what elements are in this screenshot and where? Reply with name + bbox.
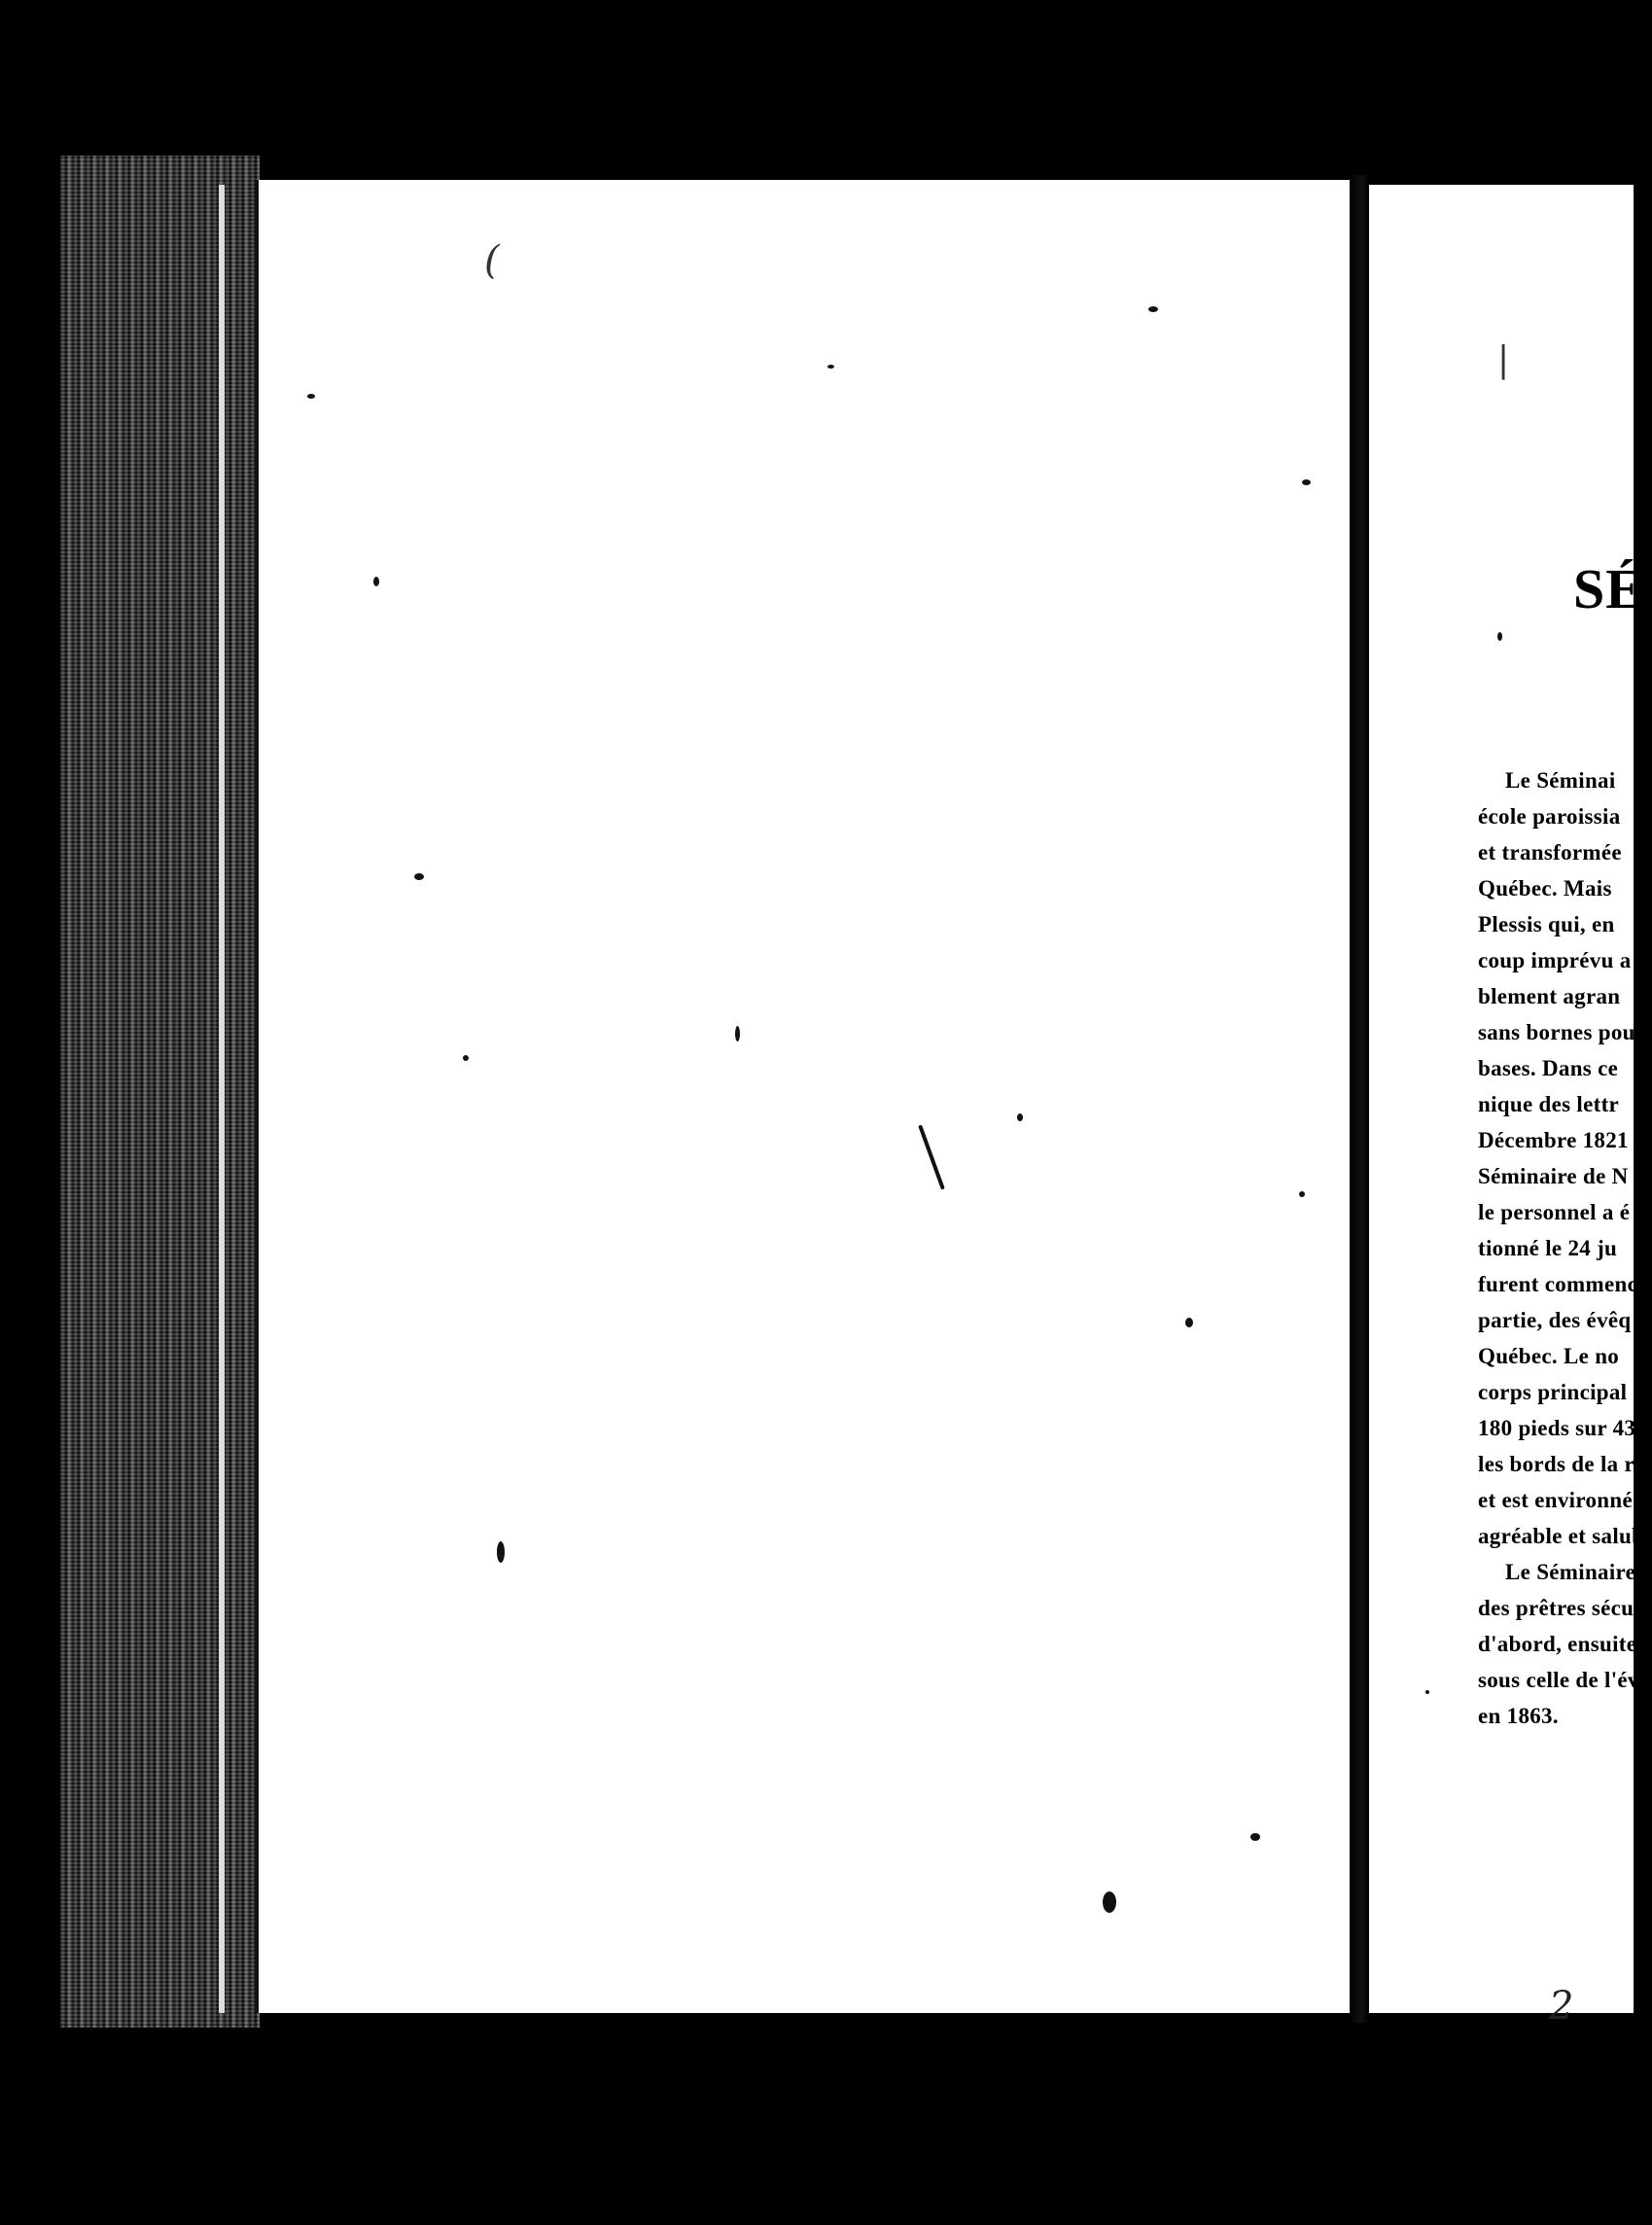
speck — [463, 1055, 469, 1061]
text-line: en 1863. — [1478, 1704, 1559, 1728]
text-line: nique des lettr — [1478, 1092, 1620, 1116]
pencil-tick-icon: | — [1497, 340, 1510, 380]
speck — [1302, 479, 1311, 485]
text-line: sous celle de l'év — [1478, 1668, 1639, 1692]
text-line: sans bornes pou — [1478, 1020, 1635, 1044]
left-blank-page — [255, 180, 1357, 2013]
speck — [1017, 1113, 1023, 1121]
speck — [918, 1124, 945, 1189]
text-line: blement agran — [1478, 984, 1621, 1008]
text-line: et transformée — [1478, 840, 1622, 865]
speck — [373, 577, 379, 586]
text-line: école paroissia — [1478, 804, 1621, 829]
text-line: agréable et salub — [1478, 1524, 1645, 1548]
text-line: d'abord, ensuite s — [1478, 1632, 1652, 1656]
page-edges — [60, 156, 260, 2028]
right-text-page — [1369, 185, 1652, 2029]
pencil-mark-icon: ( — [484, 238, 500, 283]
speck — [827, 365, 834, 369]
text-line: furent commenc — [1478, 1272, 1638, 1296]
text-line: corps principal d — [1478, 1380, 1646, 1404]
text-line: partie, des évêq — [1478, 1308, 1632, 1332]
speck — [1148, 306, 1158, 312]
text-line: tionné le 24 ju — [1478, 1236, 1618, 1260]
speck — [307, 394, 315, 399]
text-line: les bords de la r — [1478, 1452, 1634, 1476]
text-line: Le Séminai — [1505, 768, 1616, 793]
speck — [1497, 632, 1502, 641]
speck — [1185, 1318, 1193, 1327]
speck — [1103, 1891, 1116, 1913]
speck — [1425, 1690, 1429, 1694]
text-line: Décembre 1821 — [1478, 1128, 1629, 1152]
text-line: le personnel a é — [1478, 1200, 1631, 1224]
speck — [414, 873, 424, 880]
handwritten-page-number: 2 — [1549, 1984, 1574, 2029]
text-line: 180 pieds sur 43 — [1478, 1416, 1636, 1440]
text-line: Séminaire de N — [1478, 1164, 1629, 1188]
text-line: Plessis qui, en — [1478, 912, 1615, 936]
chapter-heading: SÉ — [1573, 557, 1644, 620]
speck — [735, 1026, 740, 1042]
text-line: des prêtres sécu — [1478, 1596, 1634, 1620]
text-line: et est environné — [1478, 1488, 1633, 1512]
speck — [1250, 1833, 1260, 1841]
gutter-shadow — [1350, 175, 1369, 2023]
text-line: coup imprévu a — [1478, 948, 1632, 972]
text-line: Québec. Mais — [1478, 876, 1612, 901]
page-edge-rule — [219, 185, 225, 2013]
text-line: Le Séminaire c — [1505, 1560, 1652, 1584]
text-line: Québec. Le no — [1478, 1344, 1620, 1368]
speck — [497, 1541, 505, 1563]
text-line: bases. Dans ce — [1478, 1056, 1619, 1080]
speck — [1299, 1191, 1305, 1197]
